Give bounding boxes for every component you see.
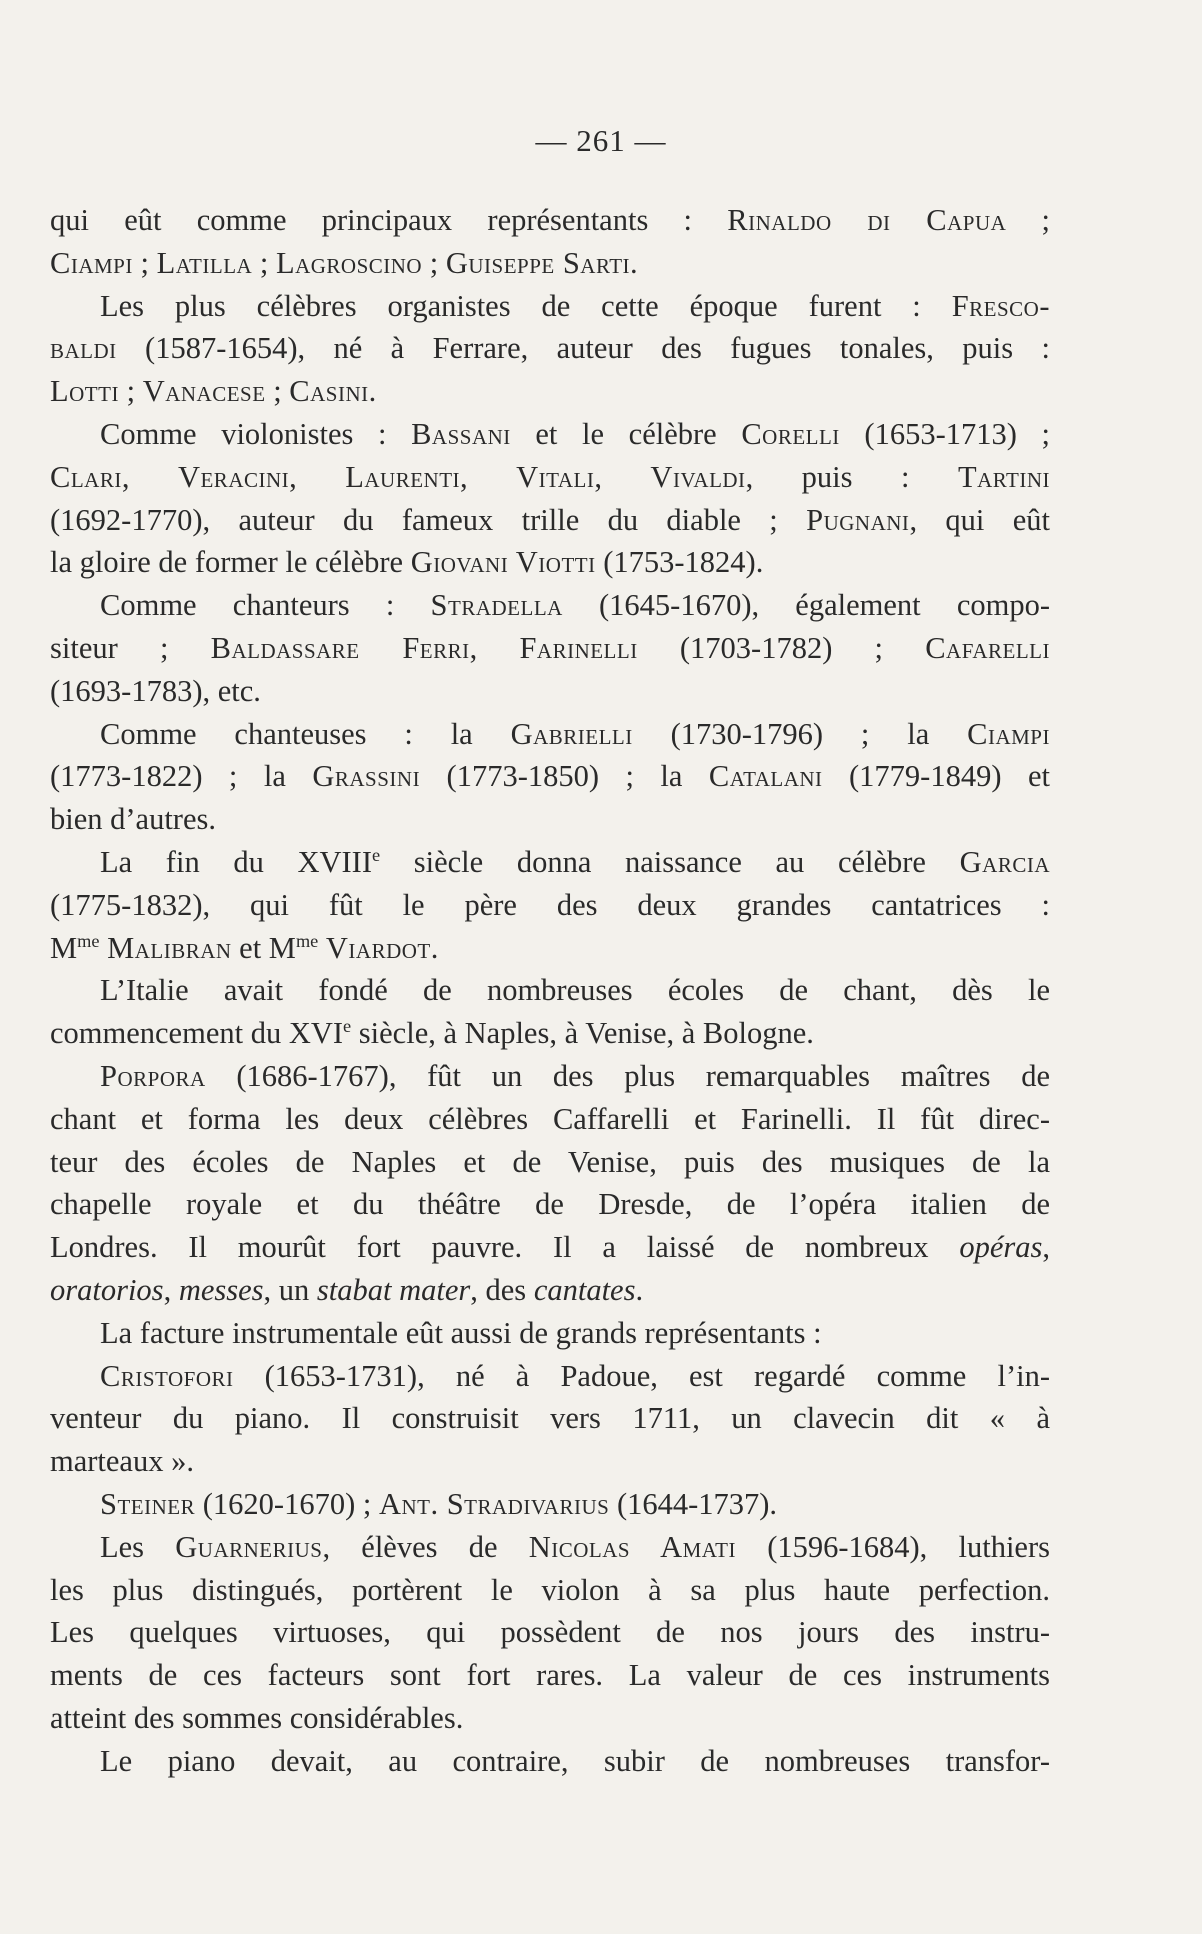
text-line: (1693-1783), etc. [50, 673, 261, 708]
text-line: ments de ces facteurs sont fort rares. La valeur de ces instruments [50, 1658, 1050, 1693]
text-line: (1692-1770), auteur du fameux trille du diable ; Pugnani, qui eût [50, 502, 1050, 537]
text-line: Londres. Il mourût fort pauvre. Il a laissé de nombreux opéras, [50, 1230, 1050, 1265]
text-line: les plus distingués, portèrent le violon à sa plus haute perfection. [50, 1572, 1050, 1607]
text-line: Les quelques virtuoses, qui possèdent de nos jours des instru- [50, 1615, 1050, 1650]
text-line: teur des écoles de Naples et de Venise, puis des musiques de la [50, 1144, 1050, 1179]
text-line: L’Italie avait fondé de nombreuses écoles de chant, dès le [100, 973, 1050, 1008]
text-line: (1773-1822) ; la Grassini (1773-1850) ; la Catalani (1779-1849) et [50, 759, 1050, 794]
text-line: Le piano devait, au contraire, subir de nombreuses transfor- [100, 1743, 1050, 1778]
text-line: (1775-1832), qui fût le père des deux grandes cantatrices : [50, 887, 1050, 922]
text-line: commencement du XVIe siècle, à Naples, à Venise, à Bologne. [50, 1016, 814, 1051]
text-line: Les Guarnerius, élèves de Nicolas Amati (1596-1684), luthiers [100, 1529, 1050, 1564]
text-line: Porpora (1686-1767), fût un des plus remarquables maîtres de [100, 1059, 1050, 1093]
text-line: Cristofori (1653-1731), né à Padoue, est regardé comme l’in- [100, 1358, 1050, 1393]
text-line: Ciampi ; Latilla ; Lagroscino ; Guiseppe Sarti. [50, 245, 638, 280]
page-number: — 261 — [535, 123, 667, 158]
text-line: atteint des sommes considérables. [50, 1701, 464, 1735]
text-line: bien d’autres. [50, 802, 216, 837]
text-line: $M^{me}$ Malibran et $M^{me}$ Viardot. [50, 930, 439, 965]
text-line: La fin du XVIIIe siècle donna naissance au célèbre Garcia [100, 844, 1050, 879]
text-line: Comme chanteuses : la Gabrielli (1730-1796) ; la Ciampi [100, 716, 1050, 751]
text-line: chant et forma les deux célèbres Caffarelli et Farinelli. Il fût direc- [50, 1101, 1050, 1136]
text-line: Steiner (1620-1670) ; Ant. Stradivarius (1644-1737). [100, 1487, 778, 1521]
text-line: venteur du piano. Il construisit vers 1711, un clavecin dit « à [50, 1401, 1050, 1436]
text-line: chapelle royale et du théâtre de Dresde, de l’opéra italien de [50, 1187, 1050, 1222]
text-line: baldi (1587-1654), né à Ferrare, auteur des fugues tonales, puis : [50, 331, 1050, 366]
text-line: la gloire de former le célèbre Giovani Viotti (1753-1824). [50, 545, 764, 580]
text-line: qui eût comme principaux représentants : Rinaldo di Capua ; [50, 203, 1050, 237]
text-line: Comme violonistes : Bassani et le célèbre Corelli (1653-1713) ; [100, 417, 1050, 451]
text-line: Les plus célèbres organistes de cette époque furent : Fresco- [100, 288, 1050, 323]
text-line: marteaux ». [50, 1444, 194, 1479]
text-line: Comme chanteurs : Stradella (1645-1670), également compo- [100, 588, 1050, 623]
text-line: Clari, Veracini, Laurenti, Vitali, Vivaldi, puis : Tartini [50, 459, 1050, 494]
text-line: siteur ; Baldassare Ferri, Farinelli (1703-1782) ; Cafarelli [50, 631, 1050, 665]
text-line: La facture instrumentale eût aussi de grands représentants : [100, 1315, 822, 1350]
text-line: oratorios, messes, un stabat mater, des cantates. [50, 1273, 644, 1307]
text-line: Lotti ; Vanacese ; Casini. [50, 374, 377, 409]
